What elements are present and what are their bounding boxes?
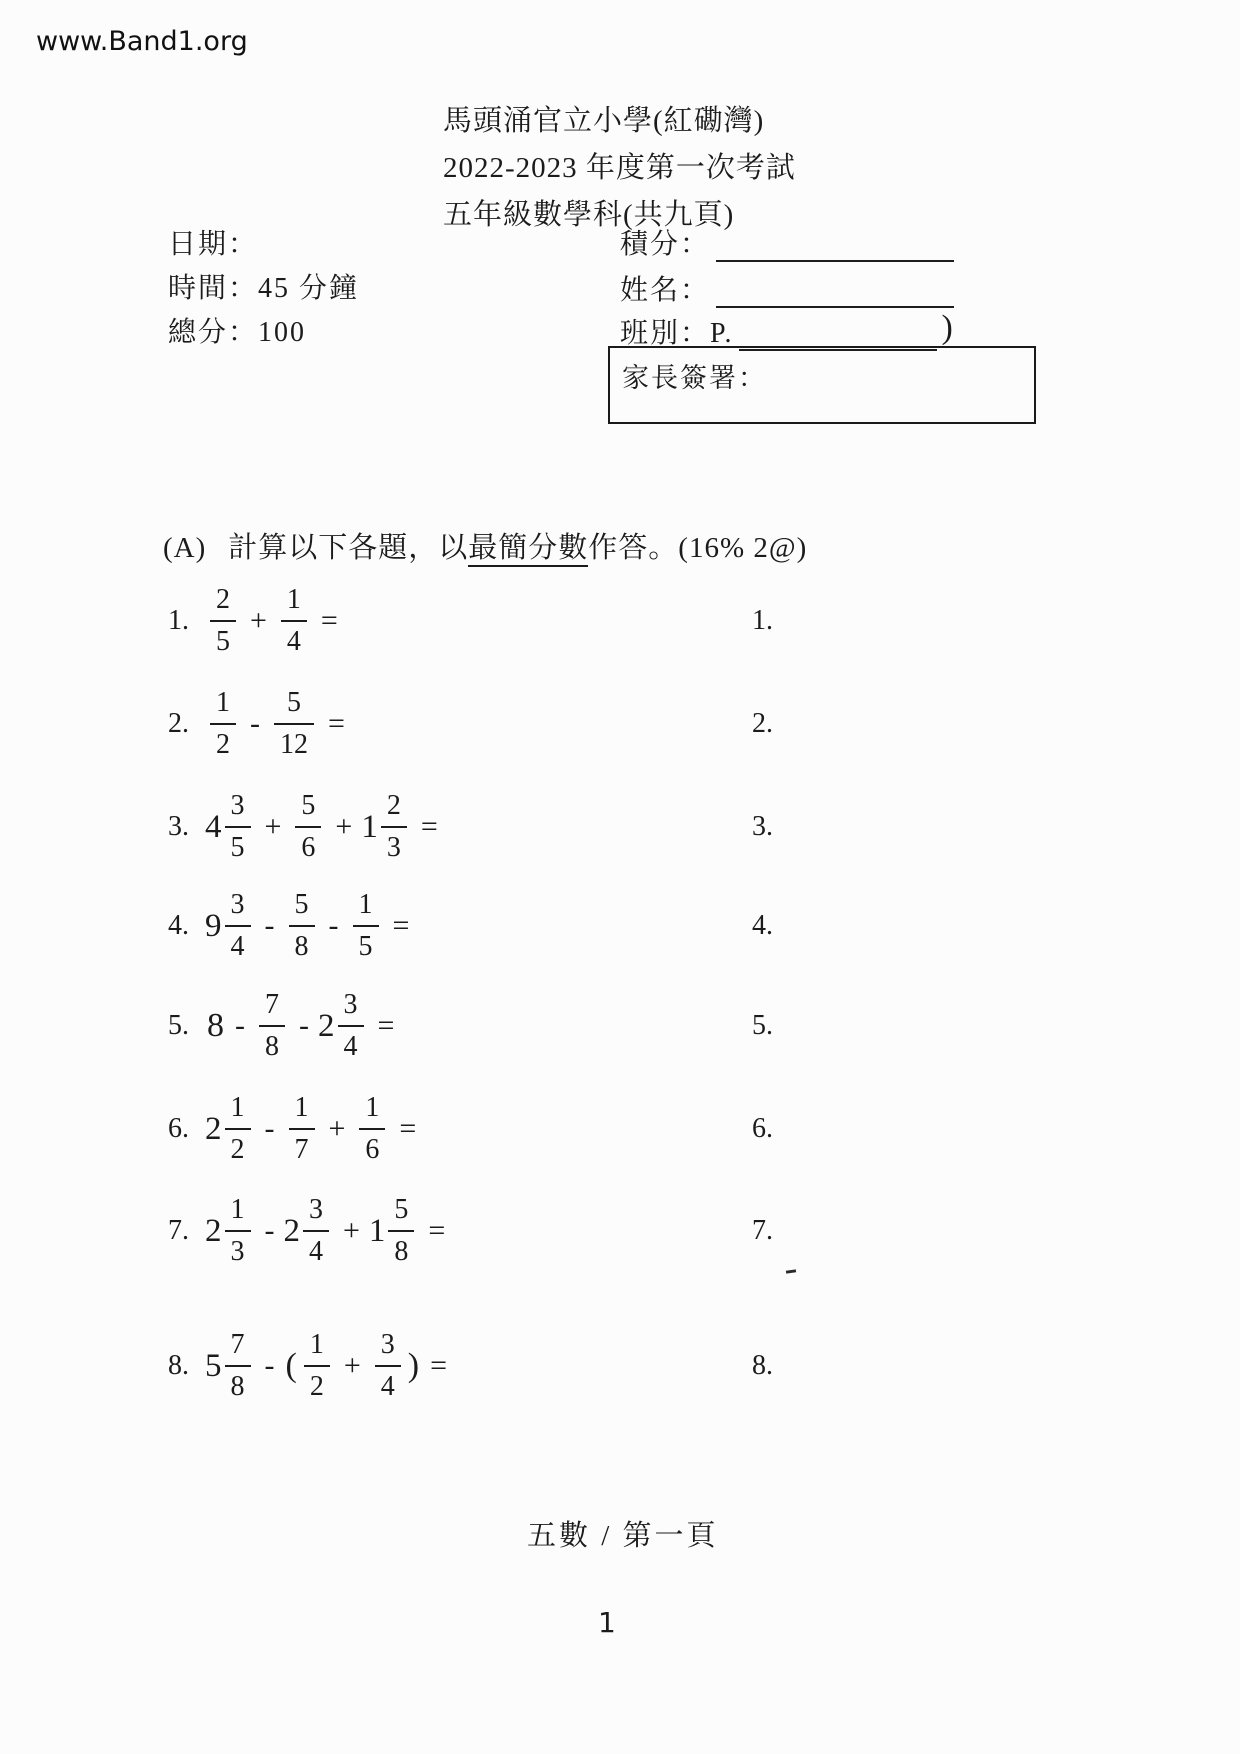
operator: = xyxy=(320,604,338,637)
watermark: www.Band1.org xyxy=(36,26,248,57)
answer-number: 3. xyxy=(752,811,773,842)
problem-expression xyxy=(205,990,403,1062)
problem-expression xyxy=(205,585,347,657)
answer-number: 4. xyxy=(752,910,773,941)
whole-number: 2 xyxy=(205,1212,222,1249)
problem-number: 1. xyxy=(168,605,189,636)
parent-signature-box xyxy=(608,346,1036,424)
time-label: 時間：45 分鐘 xyxy=(168,273,360,304)
fraction-denominator: 4 xyxy=(303,1230,329,1267)
section-a-heading xyxy=(163,525,807,566)
operator: - xyxy=(250,707,260,740)
operator: = xyxy=(377,1009,395,1042)
fraction-numerator: 1 xyxy=(230,1092,245,1123)
fraction-denominator: 4 xyxy=(375,1365,401,1402)
fraction-denominator: 12 xyxy=(274,723,314,760)
problem-number: 8. xyxy=(168,1350,189,1381)
whole-number: 9 xyxy=(205,907,222,944)
problem-number: 4. xyxy=(168,910,189,941)
fraction xyxy=(338,990,364,1062)
whole-number: 2 xyxy=(205,1110,222,1147)
answer-number: 8. xyxy=(752,1350,773,1381)
problem-expression xyxy=(205,791,447,863)
fraction xyxy=(210,688,236,760)
fraction-denominator: 6 xyxy=(295,826,321,863)
fraction-numerator: 5 xyxy=(294,889,309,920)
fraction xyxy=(303,1195,329,1267)
fraction-numerator: 3 xyxy=(230,889,245,920)
answer-number: 6. xyxy=(752,1113,773,1144)
fraction xyxy=(274,688,314,760)
fraction-numerator: 1 xyxy=(286,584,301,615)
fraction xyxy=(210,585,236,657)
problem-number: 5. xyxy=(168,1010,189,1041)
class-label: 班別：P. xyxy=(620,318,734,349)
operator: = xyxy=(399,1112,417,1145)
problem-row xyxy=(0,575,1240,667)
fraction-numerator: 2 xyxy=(386,790,401,821)
whole-number: 1 xyxy=(368,1212,386,1249)
school-name: 馬頭涌官立小學(紅磡灣) xyxy=(443,105,765,137)
answer-number: 2. xyxy=(752,708,773,739)
fraction xyxy=(281,585,307,657)
plain-text: ) xyxy=(407,1347,420,1384)
fraction-denominator: 4 xyxy=(225,925,251,962)
fraction-denominator: 2 xyxy=(304,1365,330,1402)
answer-number: 7. xyxy=(752,1215,773,1246)
answer-number: 5. xyxy=(752,1010,773,1041)
score-label: 積分： xyxy=(620,229,711,260)
fraction xyxy=(259,990,285,1062)
problem-number: 2. xyxy=(168,708,189,739)
fraction-denominator: 8 xyxy=(225,1365,251,1402)
name-blank xyxy=(716,276,954,308)
class-paren: ) xyxy=(941,309,953,346)
operator: + xyxy=(328,1112,346,1145)
fraction-denominator: 2 xyxy=(225,1128,251,1165)
fraction xyxy=(375,1330,401,1402)
problem-expression xyxy=(205,688,354,760)
problem-row xyxy=(0,880,1240,972)
fraction-numerator: 3 xyxy=(343,989,358,1020)
fraction-numerator: 1 xyxy=(230,1194,245,1225)
fraction-numerator: 5 xyxy=(287,687,301,718)
fraction-numerator: 1 xyxy=(309,1329,324,1360)
fraction xyxy=(295,791,321,863)
whole-number: 1 xyxy=(361,808,378,845)
operator: - xyxy=(264,1214,275,1247)
fraction xyxy=(225,1093,251,1165)
fraction xyxy=(289,1093,315,1165)
operator: + xyxy=(335,810,353,843)
fraction xyxy=(388,1195,414,1267)
fraction-numerator: 3 xyxy=(380,1329,395,1360)
fraction-denominator: 7 xyxy=(289,1128,315,1165)
name-row xyxy=(620,268,954,308)
operator: - xyxy=(299,1009,309,1042)
name-label: 姓名： xyxy=(620,275,711,306)
problem-row xyxy=(0,1083,1240,1175)
fraction-numerator: 7 xyxy=(230,1329,245,1360)
operator: + xyxy=(250,604,267,637)
operator: = xyxy=(428,1214,446,1247)
fraction-numerator: 5 xyxy=(394,1194,409,1225)
whole-number: 4 xyxy=(205,808,222,845)
problem-row xyxy=(0,980,1240,1072)
fraction-denominator: 8 xyxy=(259,1025,285,1062)
fraction-numerator: 3 xyxy=(230,790,245,821)
plain-text: 8 xyxy=(207,1007,224,1044)
fraction xyxy=(381,791,407,863)
problem-number: 6. xyxy=(168,1113,189,1144)
fraction-denominator: 5 xyxy=(353,925,379,962)
operator: = xyxy=(430,1349,447,1382)
fraction xyxy=(304,1330,330,1402)
fraction-numerator: 3 xyxy=(309,1194,323,1225)
problem-row xyxy=(0,678,1240,770)
fraction-denominator: 3 xyxy=(381,826,407,863)
fraction xyxy=(225,1330,251,1402)
fraction-denominator: 6 xyxy=(359,1128,385,1165)
exam-title-block xyxy=(443,98,796,239)
fraction-denominator: 8 xyxy=(289,925,315,962)
subject-name: 五年級數學科(共九頁) xyxy=(443,199,735,231)
operator: = xyxy=(420,810,438,843)
fraction-numerator: 2 xyxy=(216,584,230,615)
operator: = xyxy=(328,707,345,740)
fraction-denominator: 4 xyxy=(338,1025,364,1062)
fraction xyxy=(353,890,379,962)
exam-name: 2022-2023 年度第一次考試 xyxy=(443,152,796,184)
fraction xyxy=(289,890,315,962)
fraction-numerator: 7 xyxy=(265,989,279,1020)
fraction-denominator: 2 xyxy=(210,723,236,760)
page-number: 1 xyxy=(598,1606,616,1639)
fraction-denominator: 4 xyxy=(281,620,307,657)
operator: - xyxy=(264,1112,275,1145)
fraction-denominator: 8 xyxy=(388,1230,414,1267)
problem-expression xyxy=(205,1093,425,1165)
instruction-post: 作答。(16% 2@) xyxy=(588,532,808,564)
instruction-underlined: 最簡分數 xyxy=(468,532,588,567)
whole-number: 5 xyxy=(205,1347,222,1384)
section-a-label: (A) xyxy=(163,532,207,564)
date-label: 日期： xyxy=(168,229,259,260)
fraction-denominator: 5 xyxy=(210,620,236,657)
operator: - xyxy=(235,1009,245,1042)
problem-row xyxy=(0,781,1240,873)
problem-expression xyxy=(205,1195,454,1267)
fraction-numerator: 5 xyxy=(301,790,316,821)
operator: + xyxy=(343,1349,361,1382)
fraction-numerator: 1 xyxy=(294,1092,309,1123)
problem-number: 3. xyxy=(168,811,189,842)
fraction-numerator: 1 xyxy=(365,1092,380,1123)
fraction-numerator: 1 xyxy=(358,889,373,920)
fraction xyxy=(225,1195,251,1267)
whole-number: 2 xyxy=(283,1212,300,1249)
fraction-denominator: 5 xyxy=(225,826,251,863)
problem-row xyxy=(0,1185,1240,1277)
fraction-numerator: 1 xyxy=(216,687,230,718)
fraction xyxy=(359,1093,385,1165)
score-row xyxy=(620,222,954,262)
problem-expression xyxy=(205,890,418,962)
class-row xyxy=(620,311,953,351)
problem-row xyxy=(0,1320,1240,1412)
fraction-denominator: 3 xyxy=(225,1230,251,1267)
instruction-pre: 計算以下各題，以 xyxy=(228,532,469,564)
whole-number: 2 xyxy=(318,1007,335,1044)
fraction xyxy=(225,791,251,863)
plain-text: ( xyxy=(285,1347,297,1384)
operator: - xyxy=(264,909,275,942)
parent-signature-label: 家長簽署： xyxy=(622,363,767,393)
problem-expression xyxy=(205,1330,456,1402)
score-blank xyxy=(716,230,954,262)
operator: = xyxy=(392,909,410,942)
problem-number: 7. xyxy=(168,1215,189,1246)
operator: - xyxy=(328,909,339,942)
footer-section-label: 五數 / 第一頁 xyxy=(527,1520,719,1552)
total-score-label: 總分：100 xyxy=(168,317,307,348)
answer-number: 1. xyxy=(752,605,773,636)
operator: - xyxy=(264,1349,275,1382)
operator: + xyxy=(343,1214,360,1247)
fraction xyxy=(225,890,251,962)
operator: + xyxy=(264,810,282,843)
